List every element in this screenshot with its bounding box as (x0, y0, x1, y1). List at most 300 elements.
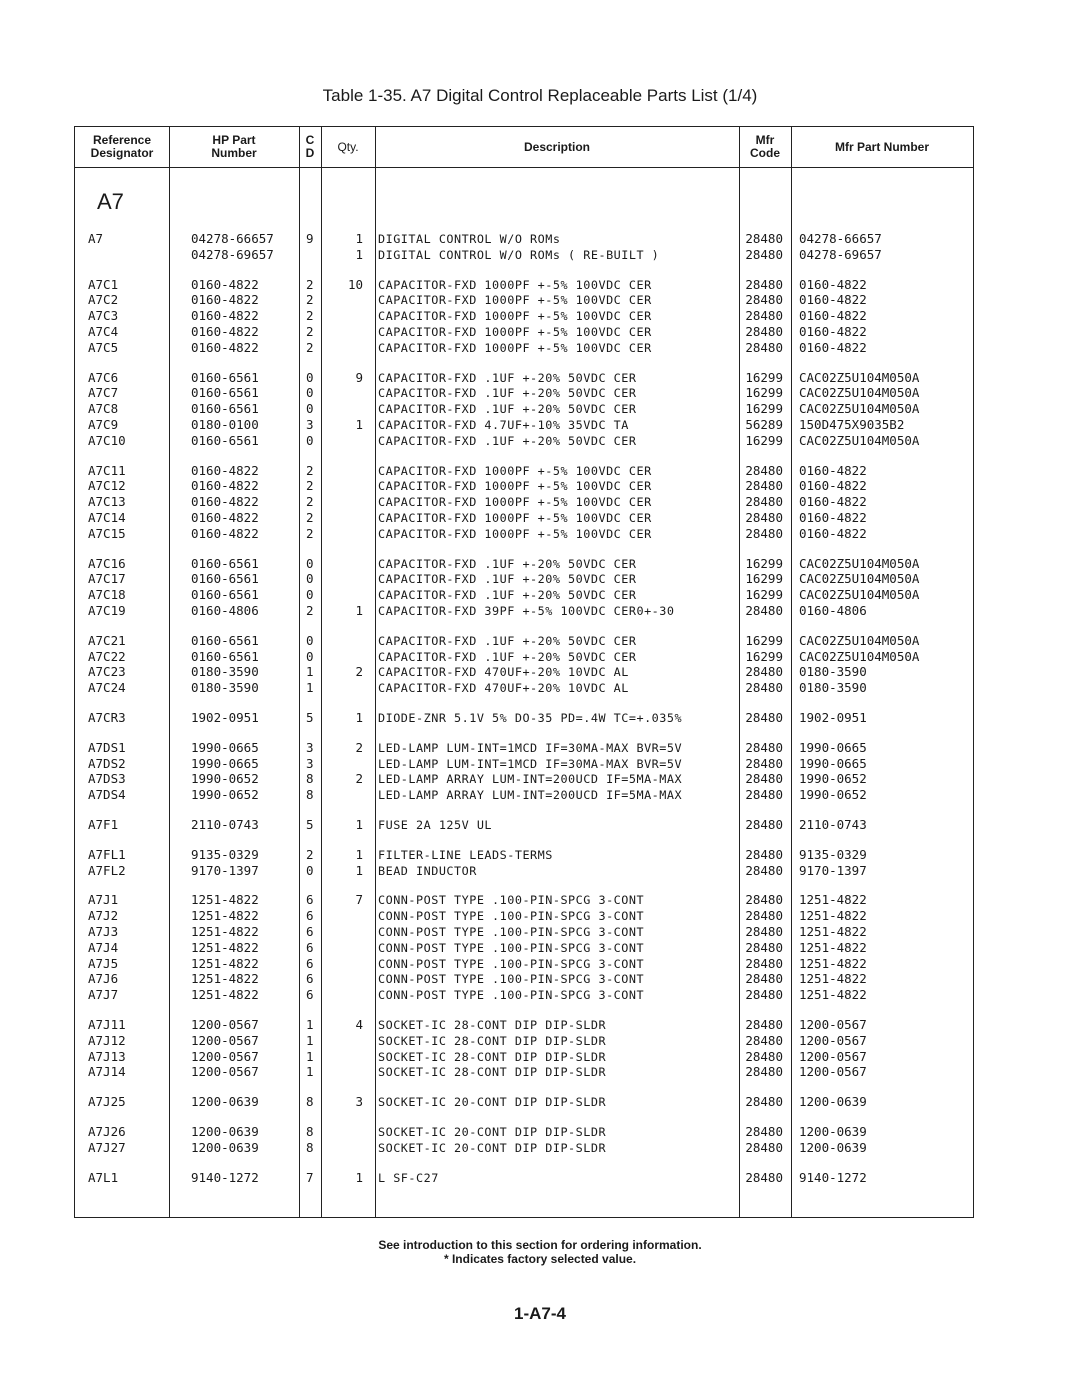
check-digit-cell: 2 (306, 494, 314, 510)
check-digit-cell: 5 (306, 710, 314, 725)
table-row (75, 1064, 973, 1080)
table-row (75, 587, 973, 603)
hp-part-number-cell: 1902-0951 (191, 710, 259, 725)
ref-designator-cell: A7C5 (88, 339, 119, 355)
table-row (75, 571, 973, 587)
description-cell: DIGITAL CONTROL W/O ROMs (378, 232, 561, 246)
hp-part-number-cell: 1251-4822 (191, 892, 259, 908)
mfr-code-cell: 16299 (745, 369, 783, 385)
description-cell: CAPACITOR-FXD 1000PF +-5% 100VDC CER (378, 526, 652, 541)
description-cell: CAPACITOR-FXD 1000PF +-5% 100VDC CER (378, 495, 652, 510)
hp-part-number-cell: 1990-0652 (191, 771, 259, 787)
table-row (75, 308, 973, 324)
table-row (75, 401, 973, 417)
mfr-code-cell: 28480 (745, 231, 783, 246)
hp-part-number-cell: 1200-0567 (191, 1048, 259, 1064)
check-digit-cell: 2 (306, 292, 314, 308)
hp-part-number-cell: 1251-4822 (191, 924, 259, 939)
header-mfr-code (739, 127, 791, 167)
description-cell: DIODE-ZNR 5.1V 5% DO-35 PD=.4W TC=+.035% (378, 711, 683, 725)
mfr-code-cell: 28480 (745, 710, 783, 725)
section-heading: A7 (97, 189, 124, 214)
check-digit-cell: 8 (306, 1124, 314, 1139)
ref-designator-cell: A7C24 (88, 680, 126, 696)
description-cell: CAPACITOR-FXD .1UF +-20% 50VDC CER (378, 386, 637, 401)
hp-part-number-cell: 0160-6561 (191, 571, 259, 587)
quantity-cell: 1 (355, 710, 363, 725)
quantity-cell: 1 (355, 817, 363, 832)
ref-designator-cell: A7J13 (88, 1048, 126, 1064)
quantity-cell: 1 (355, 1169, 363, 1185)
hp-part-number-cell: 0160-4822 (191, 324, 259, 339)
mfr-code-cell: 28480 (745, 955, 783, 971)
hp-part-number-cell: 1251-4822 (191, 939, 259, 955)
header-text: C (305, 133, 315, 147)
check-digit-cell: 0 (306, 385, 314, 401)
ref-designator-cell: A7J3 (88, 924, 119, 939)
check-digit-cell: 2 (306, 525, 314, 541)
mfr-code-cell: 28480 (745, 817, 783, 832)
mfr-code-cell: 28480 (745, 680, 783, 696)
table-row (75, 740, 973, 756)
mfr-part-number-cell: 1251-4822 (799, 892, 867, 908)
header-mfr-part-number (791, 127, 973, 167)
description-cell: CONN-POST TYPE .100-PIN-SPCG 3-CONT (378, 956, 645, 971)
hp-part-number-cell: 0160-6561 (191, 369, 259, 385)
hp-part-number-cell: 1990-0652 (191, 787, 259, 803)
ref-designator-cell: A7DS2 (88, 755, 126, 771)
table-row (75, 1017, 973, 1033)
description-cell: CAPACITOR-FXD .1UF +-20% 50VDC CER (378, 649, 637, 664)
check-digit-cell: 0 (306, 401, 314, 417)
mfr-part-number-cell: 1251-4822 (799, 924, 867, 939)
table-row (75, 908, 973, 924)
mfr-code-cell: 28480 (745, 510, 783, 525)
hp-part-number-cell: 1200-0639 (191, 1139, 259, 1155)
mfr-part-number-cell: CAC02Z5U104M050A (799, 632, 920, 648)
mfr-part-number-cell: CAC02Z5U104M050A (799, 432, 920, 448)
table-row (75, 340, 973, 356)
description-cell: CONN-POST TYPE .100-PIN-SPCG 3-CONT (378, 909, 645, 924)
check-digit-cell: 3 (306, 417, 314, 432)
mfr-code-cell: 28480 (745, 494, 783, 510)
ref-designator-cell: A7J14 (88, 1064, 126, 1080)
description-cell: CAPACITOR-FXD 1000PF +-5% 100VDC CER (378, 511, 652, 525)
check-digit-cell: 2 (306, 846, 314, 862)
header-text: Number (211, 146, 257, 160)
table-row (75, 463, 973, 479)
mfr-part-number-cell: 1990-0652 (799, 787, 867, 803)
mfr-code-cell: 16299 (745, 401, 783, 417)
table-row (75, 1033, 973, 1049)
header-reference-designator (75, 127, 169, 167)
description-cell: CAPACITOR-FXD 1000PF +-5% 100VDC CER (378, 340, 652, 355)
ref-designator-cell: A7C23 (88, 664, 126, 680)
mfr-part-number-cell: 0160-4822 (799, 494, 867, 510)
hp-part-number-cell: 0160-4822 (191, 510, 259, 525)
hp-part-number-cell: 0180-3590 (191, 664, 259, 680)
header-text: Qty. (337, 139, 359, 154)
quantity-cell: 1 (355, 417, 363, 432)
mfr-code-cell: 16299 (745, 571, 783, 587)
description-cell: L SF-C27 (378, 1170, 439, 1185)
hp-part-number-cell: 0160-6561 (191, 587, 259, 603)
ref-designator-cell: A7C22 (88, 648, 126, 664)
mfr-part-number-cell: 1200-0567 (799, 1017, 867, 1032)
table-row (75, 324, 973, 340)
table-row (75, 817, 973, 833)
mfr-part-number-cell: CAC02Z5U104M050A (799, 401, 920, 417)
mfr-code-cell: 28480 (745, 324, 783, 339)
mfr-code-cell: 16299 (745, 385, 783, 401)
mfr-part-number-cell: 1902-0951 (799, 710, 867, 725)
check-digit-cell: 1 (306, 664, 314, 680)
mfr-part-number-cell: 1990-0652 (799, 771, 867, 787)
quantity-cell: 4 (355, 1017, 363, 1032)
description-cell: CAPACITOR-FXD 4.7UF+-10% 35VDC TA (378, 418, 629, 432)
hp-part-number-cell: 0180-0100 (191, 417, 259, 432)
header-text: Mfr (755, 133, 775, 147)
description-cell: LED-LAMP ARRAY LUM-INT=200UCD IF=5MA-MAX (378, 788, 683, 803)
ref-designator-cell: A7J11 (88, 1017, 126, 1032)
mfr-code-cell: 28480 (745, 276, 783, 292)
ref-designator-cell: A7C9 (88, 417, 119, 432)
table-row (75, 478, 973, 494)
quantity-cell: 1 (355, 231, 363, 246)
table-row (75, 231, 973, 247)
mfr-code-cell: 28480 (745, 292, 783, 308)
ref-designator-cell: A7J6 (88, 971, 119, 987)
table-row (75, 1049, 973, 1065)
check-digit-cell: 6 (306, 908, 314, 924)
hp-part-number-cell: 1200-0567 (191, 1064, 259, 1080)
check-digit-cell: 0 (306, 862, 314, 878)
header-text: HP Part (212, 133, 256, 147)
mfr-part-number-cell: 0160-4822 (799, 324, 867, 339)
table-row (75, 417, 973, 433)
description-cell: FUSE 2A 125V UL (378, 818, 493, 832)
mfr-part-number-cell: 1200-0567 (799, 1032, 867, 1048)
footer-note (0, 1238, 1080, 1266)
description-cell: CAPACITOR-FXD .1UF +-20% 50VDC CER (378, 588, 637, 603)
table-row (75, 787, 973, 803)
hp-part-number-cell: 9135-0329 (191, 846, 259, 862)
description-cell: CAPACITOR-FXD .1UF +-20% 50VDC CER (378, 556, 637, 571)
check-digit-cell: 8 (306, 1139, 314, 1155)
hp-part-number-cell: 0160-4822 (191, 339, 259, 355)
quantity-cell: 1 (355, 862, 363, 878)
mfr-code-cell: 56289 (745, 417, 783, 432)
check-digit-cell: 2 (306, 510, 314, 525)
check-digit-cell: 8 (306, 1094, 314, 1110)
mfr-code-cell: 28480 (745, 739, 783, 755)
ref-designator-cell: A7C18 (88, 587, 126, 603)
mfr-part-number-cell: 0160-4822 (799, 276, 867, 292)
table-row (75, 277, 973, 293)
check-digit-cell: 6 (306, 971, 314, 987)
ref-designator-cell: A7C14 (88, 510, 126, 525)
check-digit-cell: 0 (306, 571, 314, 587)
mfr-part-number-cell: 04278-69657 (799, 246, 882, 262)
table-row (75, 292, 973, 308)
table-row (75, 924, 973, 940)
mfr-code-cell: 28480 (745, 478, 783, 494)
ref-designator-cell: A7C21 (88, 632, 126, 648)
hp-part-number-cell: 0160-4822 (191, 494, 259, 510)
hp-part-number-cell: 1990-0665 (191, 755, 259, 771)
ref-designator-cell: A7J4 (88, 939, 119, 955)
mfr-part-number-cell: 1200-0639 (799, 1139, 867, 1155)
description-cell: SOCKET-IC 20-CONT DIP DIP-SLDR (378, 1140, 607, 1155)
mfr-code-cell: 28480 (745, 339, 783, 355)
description-cell: CAPACITOR-FXD 1000PF +-5% 100VDC CER (378, 463, 652, 478)
mfr-code-cell: 28480 (745, 939, 783, 955)
header-text: Description (523, 139, 590, 154)
check-digit-cell: 1 (306, 1017, 314, 1032)
mfr-part-number-cell: CAC02Z5U104M050A (799, 385, 920, 401)
hp-part-number-cell: 9170-1397 (191, 862, 259, 878)
description-cell: CAPACITOR-FXD 1000PF +-5% 100VDC CER (378, 277, 652, 292)
check-digit-cell: 6 (306, 924, 314, 939)
table-row (75, 710, 973, 726)
quantity-cell: 9 (355, 369, 363, 385)
mfr-part-number-cell: 1200-0567 (799, 1048, 867, 1064)
check-digit-cell: 5 (306, 817, 314, 832)
mfr-part-number-cell: CAC02Z5U104M050A (799, 555, 920, 571)
mfr-part-number-cell: CAC02Z5U104M050A (799, 648, 920, 664)
hp-part-number-cell: 0160-4806 (191, 603, 259, 618)
ref-designator-cell: A7J12 (88, 1032, 126, 1048)
description-cell: CAPACITOR-FXD 1000PF +-5% 100VDC CER (378, 479, 652, 494)
mfr-part-number-cell: 9135-0329 (799, 846, 867, 862)
description-cell: CAPACITOR-FXD 470UF+-20% 10VDC AL (378, 681, 629, 696)
ref-designator-cell: A7J25 (88, 1094, 126, 1110)
description-cell: CONN-POST TYPE .100-PIN-SPCG 3-CONT (378, 988, 645, 1003)
ref-designator-cell: A7L1 (88, 1169, 119, 1185)
description-cell: SOCKET-IC 20-CONT DIP DIP-SLDR (378, 1095, 607, 1110)
header-hp-part-number (169, 127, 299, 167)
description-cell: CAPACITOR-FXD 470UF+-20% 10VDC AL (378, 665, 629, 680)
check-digit-cell: 0 (306, 648, 314, 664)
mfr-code-cell: 28480 (745, 664, 783, 680)
check-digit-cell: 3 (306, 739, 314, 755)
header-text: Mfr Part Number (834, 139, 929, 154)
factory-selected-note: * Indicates factory selected value. (443, 1252, 637, 1266)
hp-part-number-cell: 0160-4822 (191, 525, 259, 541)
check-digit-cell: 0 (306, 432, 314, 448)
hp-part-number-cell: 0160-6561 (191, 555, 259, 571)
check-digit-cell: 9 (306, 231, 314, 246)
mfr-part-number-cell: 1251-4822 (799, 939, 867, 955)
header-cd (299, 127, 321, 167)
mfr-part-number-cell: 04278-66657 (799, 231, 882, 246)
quantity-cell: 1 (355, 246, 363, 262)
check-digit-cell: 6 (306, 955, 314, 971)
check-digit-cell: 0 (306, 555, 314, 571)
mfr-part-number-cell: 1251-4822 (799, 955, 867, 971)
hp-part-number-cell: 0160-4822 (191, 308, 259, 324)
check-digit-cell: 2 (306, 308, 314, 324)
check-digit-cell: 6 (306, 939, 314, 955)
mfr-part-number-cell: 0180-3590 (799, 680, 867, 696)
description-cell: FILTER-LINE LEADS-TERMS (378, 847, 553, 862)
header-text: Designator (90, 146, 154, 160)
mfr-part-number-cell: CAC02Z5U104M050A (799, 369, 920, 385)
table-row (75, 664, 973, 680)
check-digit-cell: 2 (306, 603, 314, 618)
ref-designator-cell: A7C1 (88, 276, 119, 292)
table-row (75, 1094, 973, 1110)
header-text: Reference (92, 133, 152, 147)
ref-designator-cell: A7DS4 (88, 787, 126, 803)
mfr-part-number-cell: CAC02Z5U104M050A (799, 587, 920, 603)
header-description (375, 127, 739, 167)
mfr-code-cell: 28480 (745, 246, 783, 262)
mfr-part-number-cell: 1251-4822 (799, 987, 867, 1003)
ref-designator-cell: A7DS3 (88, 771, 126, 787)
mfr-part-number-cell: 0160-4822 (799, 510, 867, 525)
mfr-code-cell: 28480 (745, 971, 783, 987)
description-cell: BEAD INDUCTOR (378, 863, 477, 878)
ref-designator-cell: A7C8 (88, 401, 119, 417)
table-row (75, 1124, 973, 1140)
mfr-code-cell: 28480 (745, 755, 783, 771)
table-row (75, 494, 973, 510)
hp-part-number-cell: 1990-0665 (191, 739, 259, 755)
description-cell: CAPACITOR-FXD 1000PF +-5% 100VDC CER (378, 309, 652, 324)
mfr-part-number-cell: 0160-4806 (799, 603, 867, 618)
description-cell: DIGITAL CONTROL W/O ROMs ( RE-BUILT ) (378, 247, 660, 262)
description-cell: SOCKET-IC 28-CONT DIP DIP-SLDR (378, 1065, 607, 1080)
hp-part-number-cell: 9140-1272 (191, 1169, 259, 1185)
check-digit-cell: 2 (306, 276, 314, 292)
table-row (75, 1140, 973, 1156)
check-digit-cell: 1 (306, 680, 314, 696)
ref-designator-cell: A7C2 (88, 292, 119, 308)
ref-designator-cell: A7C4 (88, 324, 119, 339)
mfr-part-number-cell: 150D475X9035B2 (799, 417, 905, 432)
description-cell: CAPACITOR-FXD .1UF +-20% 50VDC CER (378, 433, 637, 448)
ref-designator-cell: A7C7 (88, 385, 119, 401)
description-cell: CAPACITOR-FXD 1000PF +-5% 100VDC CER (378, 293, 652, 308)
hp-part-number-cell: 0160-6561 (191, 632, 259, 648)
description-cell: LED-LAMP LUM-INT=1MCD IF=30MA-MAX BVR=5V (378, 756, 683, 771)
table-row (75, 756, 973, 772)
hp-part-number-cell: 1251-4822 (191, 971, 259, 987)
mfr-part-number-cell: 9140-1272 (799, 1169, 867, 1185)
header-text: D (305, 146, 315, 160)
quantity-cell: 1 (355, 603, 363, 618)
description-cell: CAPACITOR-FXD .1UF +-20% 50VDC CER (378, 370, 637, 385)
table-row (75, 680, 973, 696)
description-cell: SOCKET-IC 20-CONT DIP DIP-SLDR (378, 1125, 607, 1139)
table-row (75, 987, 973, 1003)
ref-designator-cell: A7FL2 (88, 862, 126, 878)
table-title: Table 1-35. A7 Digital Control Replaceable Parts List (1/4) (322, 86, 758, 105)
description-cell: CAPACITOR-FXD 39PF +-5% 100VDC CER0+-30 (378, 604, 675, 618)
ref-designator-cell: A7C15 (88, 525, 126, 541)
check-digit-cell: 1 (306, 1048, 314, 1064)
ref-designator-cell: A7C19 (88, 603, 126, 618)
quantity-cell: 7 (355, 892, 363, 908)
table-row (75, 510, 973, 526)
mfr-code-cell: 16299 (745, 632, 783, 648)
mfr-part-number-cell: 1251-4822 (799, 971, 867, 987)
header-divider (75, 167, 973, 168)
check-digit-cell: 2 (306, 478, 314, 494)
mfr-part-number-cell: 0160-4822 (799, 478, 867, 494)
description-cell: CAPACITOR-FXD .1UF +-20% 50VDC CER (378, 572, 637, 587)
table-row (75, 892, 973, 908)
mfr-part-number-cell: 1200-0639 (799, 1094, 867, 1110)
hp-part-number-cell: 1251-4822 (191, 987, 259, 1003)
mfr-code-cell: 28480 (745, 1032, 783, 1048)
ref-designator-cell: A7C11 (88, 462, 126, 478)
check-digit-cell: 1 (306, 1064, 314, 1080)
ref-designator-cell: A7J27 (88, 1139, 126, 1155)
hp-part-number-cell: 1200-0639 (191, 1094, 259, 1110)
table-row (75, 603, 973, 619)
hp-part-number-cell: 0160-6561 (191, 401, 259, 417)
table-row (75, 847, 973, 863)
mfr-code-cell: 28480 (745, 308, 783, 324)
mfr-code-cell: 28480 (745, 1048, 783, 1064)
mfr-part-number-cell: 0160-4822 (799, 308, 867, 324)
check-digit-cell: 8 (306, 771, 314, 787)
hp-part-number-cell: 0160-4822 (191, 276, 259, 292)
description-cell: CONN-POST TYPE .100-PIN-SPCG 3-CONT (378, 940, 645, 955)
mfr-part-number-cell: CAC02Z5U104M050A (799, 571, 920, 587)
description-cell: CONN-POST TYPE .100-PIN-SPCG 3-CONT (378, 925, 645, 939)
hp-part-number-cell: 1200-0567 (191, 1032, 259, 1048)
hp-part-number-cell: 0160-6561 (191, 648, 259, 664)
ref-designator-cell: A7J5 (88, 955, 119, 971)
description-cell: LED-LAMP ARRAY LUM-INT=200UCD IF=5MA-MAX (378, 772, 683, 787)
mfr-part-number-cell: 0160-4822 (799, 462, 867, 478)
ref-designator-cell: A7J1 (88, 892, 119, 908)
mfr-code-cell: 28480 (745, 987, 783, 1003)
mfr-code-cell: 28480 (745, 892, 783, 908)
ref-designator-cell: A7J26 (88, 1124, 126, 1139)
mfr-code-cell: 28480 (745, 908, 783, 924)
mfr-code-cell: 28480 (745, 862, 783, 878)
check-digit-cell: 3 (306, 755, 314, 771)
description-cell: LED-LAMP LUM-INT=1MCD IF=30MA-MAX BVR=5V (378, 740, 683, 755)
ref-designator-cell: A7J7 (88, 987, 119, 1003)
mfr-code-cell: 28480 (745, 1169, 783, 1185)
mfr-code-cell: 28480 (745, 603, 783, 618)
check-digit-cell: 2 (306, 339, 314, 355)
hp-part-number-cell: 1251-4822 (191, 955, 259, 971)
quantity-cell: 10 (347, 276, 363, 292)
hp-part-number-cell: 1200-0639 (191, 1124, 259, 1139)
page-number: 1-A7-4 (514, 1304, 566, 1323)
mfr-code-cell: 28480 (745, 525, 783, 541)
ref-designator-cell: A7 (88, 231, 104, 246)
table-row (75, 433, 973, 449)
ref-designator-cell: A7C3 (88, 308, 119, 324)
header-text: Code (750, 146, 780, 160)
mfr-code-cell: 28480 (745, 1094, 783, 1110)
table-row (75, 1170, 973, 1186)
mfr-code-cell: 16299 (745, 432, 783, 448)
mfr-part-number-cell: 0160-4822 (799, 339, 867, 355)
mfr-part-number-cell: 2110-0743 (799, 817, 867, 832)
table-row (75, 370, 973, 386)
mfr-code-cell: 28480 (745, 1064, 783, 1080)
mfr-code-cell: 16299 (745, 555, 783, 571)
table-row (75, 940, 973, 956)
